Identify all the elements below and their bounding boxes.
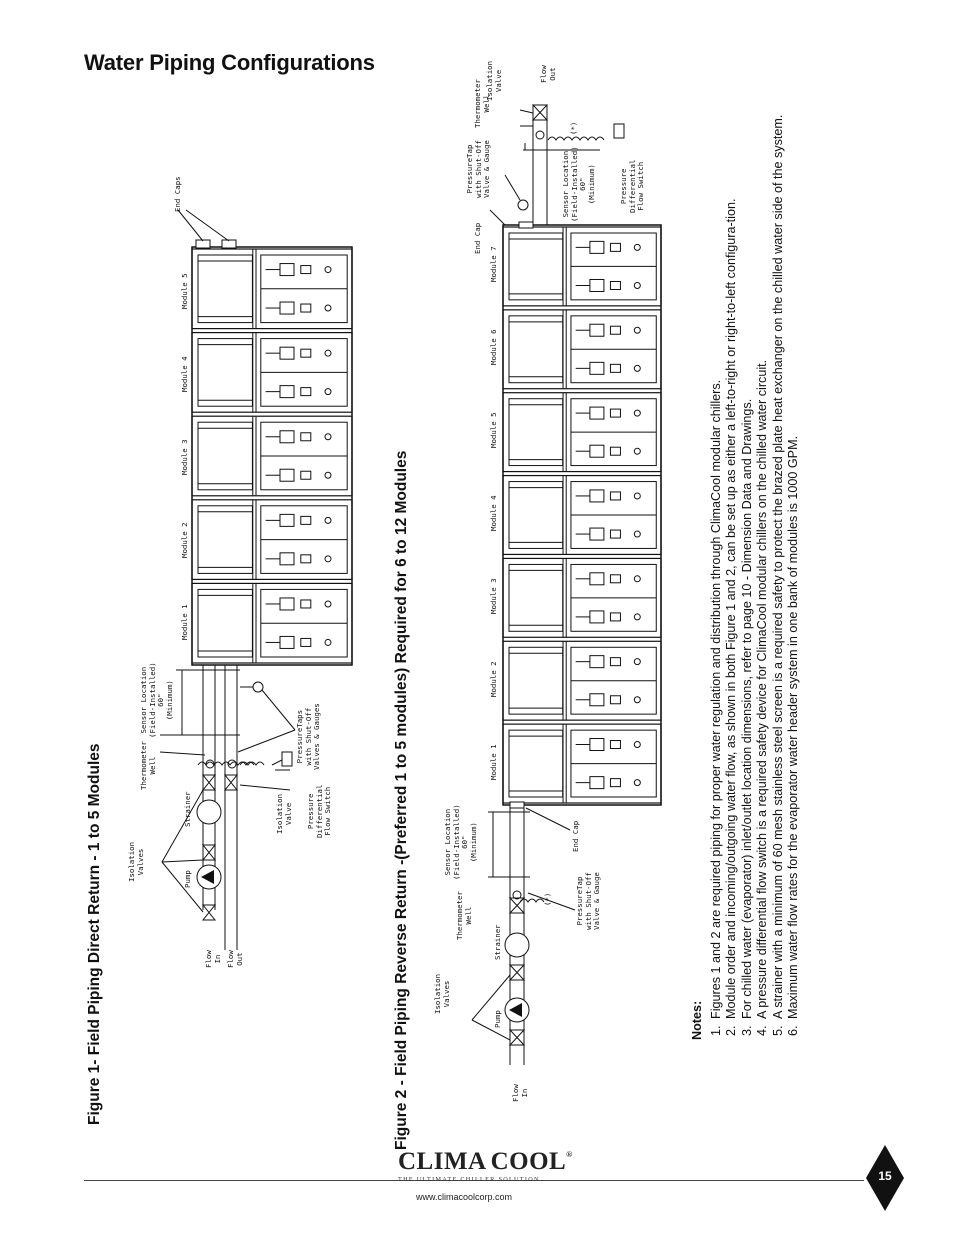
diagram-label: (*)	[543, 892, 552, 906]
diagram-label: Pump	[493, 1010, 502, 1028]
diagram-label: Module 6	[489, 329, 498, 365]
diagram-label: Pressure Differential Flow Switch	[619, 159, 646, 213]
diagram-label: Module 2	[180, 522, 189, 558]
diagram-label: Module 2	[489, 661, 498, 697]
diagram-label: Sensor Location (Field-Installed) 60" (Minimum)	[561, 146, 596, 222]
diagram-label: Flow In	[511, 1084, 529, 1102]
diagram-label: Isolation Valve	[275, 793, 293, 834]
note-item: 6. Maximum water flow rates for the evaporator water header system in one bank of modules is 1000 GPM.	[786, 40, 802, 1022]
diagram-label: (*)	[569, 121, 578, 135]
diagram-label: Module 4	[180, 356, 189, 392]
logo-brand-left: CLIMA	[398, 1148, 487, 1175]
notes-block	[690, 40, 802, 1040]
diagram-label: Thermometer Well	[473, 79, 491, 128]
diagram-label: Isolation Valves	[433, 973, 451, 1014]
logo-brand-right: COOL	[490, 1148, 567, 1175]
diagram-label: Module 1	[489, 744, 498, 780]
note-item: 3. For chilled water (evaporator) inlet/outlet location dimensions, refer to page 10 - Dimension Data and Drawings.	[740, 40, 756, 1022]
diagram-label: PressureTap with Shut-Off Valve & Gauge	[575, 872, 602, 930]
page-number-badge	[866, 1145, 904, 1211]
diagram-label: Module 5	[180, 273, 189, 309]
diagram-label: PressureTaps with Shut-Off Valves & Gauges	[295, 703, 322, 770]
notes-list	[709, 40, 802, 1040]
note-item: 4. A pressure differential flow switch is a required safety device for ClimaCool modular chillers on the chilled water circuit.	[755, 40, 771, 1022]
diagram-label: Module 7	[489, 246, 498, 282]
note-item: 5. A strainer with a minimum of 60 mesh stainless steel screen is a required safety to protect the brazed plate heat exchanger on the chilled water side of the system.	[771, 40, 787, 1022]
diagram-label: Module 3	[180, 439, 189, 475]
climacool-logo	[398, 1148, 573, 1183]
logo-mark: ®	[566, 1150, 573, 1159]
diagram-label: Flow In	[204, 950, 222, 968]
page-title: Water Piping Configurations	[84, 50, 375, 75]
diagram-label: Pressure Differential Flow Switch	[306, 784, 333, 838]
diagram-label: Isolation Valve	[485, 60, 503, 101]
diagram-label: Flow Out	[539, 65, 557, 83]
diagram-label: Thermometer Well	[455, 891, 473, 940]
diagram-label: PressureTap with Shut-Off Valve & Gauge	[465, 140, 492, 198]
diagram-label: Flow Out	[226, 950, 244, 968]
diagram-label: Strainer	[183, 791, 192, 827]
diagram-label: Isolation Valves	[127, 841, 145, 882]
diagram-label: End Cap	[473, 222, 482, 254]
footer-website[interactable]: www.climacoolcorp.com	[416, 1192, 513, 1202]
figure2-caption: Figure 2 - Field Piping Reverse Return -(Preferred 1 to 5 modules) Required for 6 to 12 Modules	[393, 450, 410, 1150]
diagram-label: Thermometer Well	[139, 741, 157, 790]
diagram-label: Pump	[183, 870, 192, 888]
note-item: 1. Figures 1 and 2 are required piping for proper water regulation and distribution through ClimaCool modular chillers.	[709, 40, 725, 1022]
diagram-label: Module 3	[489, 578, 498, 614]
notes-heading: Notes:	[690, 1000, 704, 1040]
figure1-caption: Figure 1- Field Piping Direct Return - 1 to 5 Modules	[86, 743, 103, 1125]
diagram-label: Sensor Location (Field-Installed) 60" (Minimum)	[443, 804, 478, 880]
diagram-label: Module 4	[489, 495, 498, 531]
page-number: 15	[878, 1169, 892, 1183]
diagram-label: Strainer	[493, 924, 502, 960]
diagram-label: Module 1	[180, 604, 189, 640]
diagram-label: Sensor Location (Field-Installed) 60" (Minimum)	[139, 662, 174, 738]
logo-tagline: THE ULTIMATE CHILLER SOLUTION	[398, 1176, 540, 1183]
diagram-label: Module 5	[489, 412, 498, 448]
note-item: 2. Module order and incoming/outgoing water flow, as shown in both Figure 1 and 2, can be set up as either a left-to-right or right-to-left configura-tion.	[724, 40, 740, 1022]
diagram-label: End Caps	[173, 176, 182, 212]
diagram-label: End Cap	[571, 820, 580, 852]
